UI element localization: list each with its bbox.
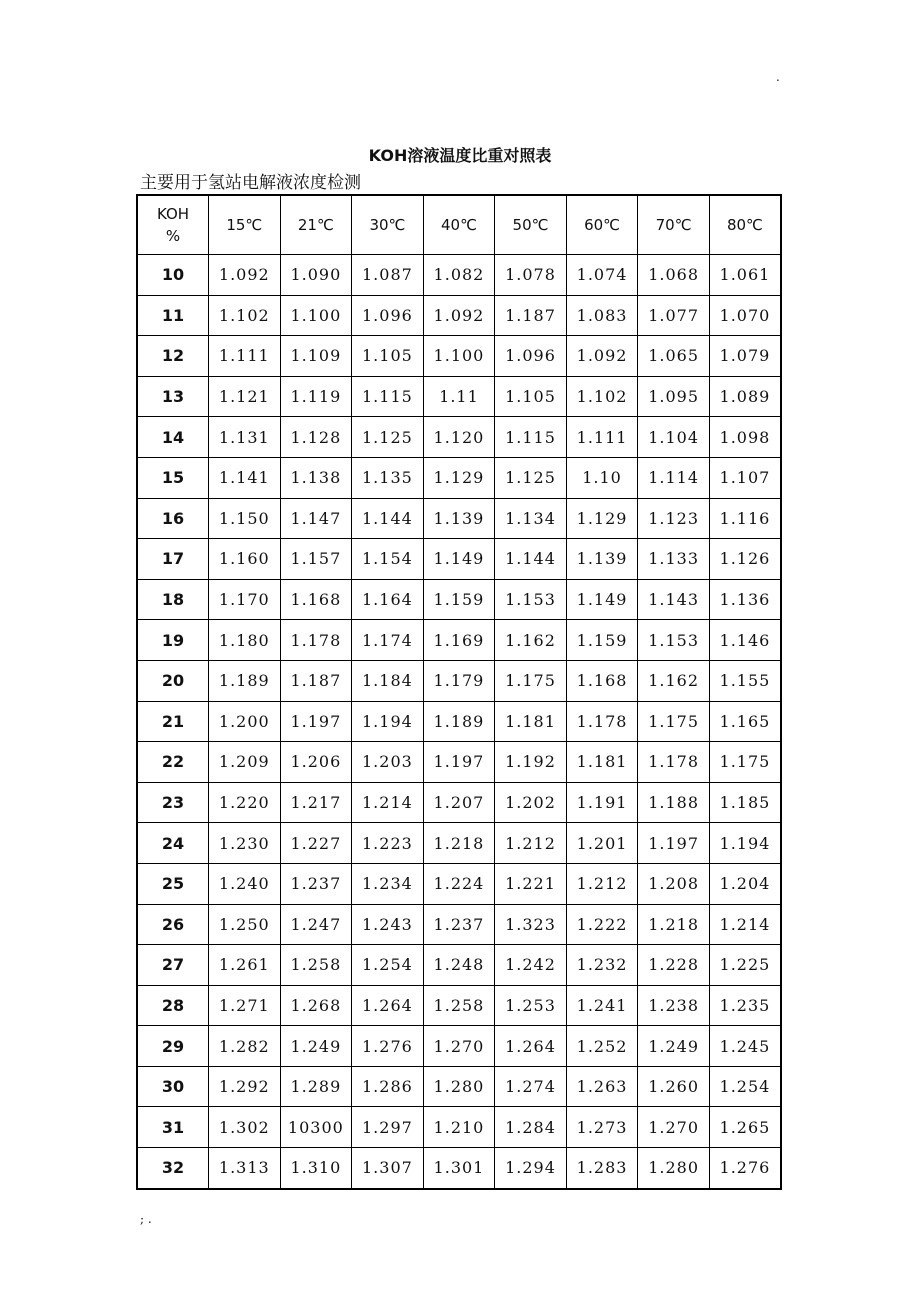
koh-percent-cell: 11 bbox=[137, 295, 209, 336]
density-cell: 1.254 bbox=[709, 1066, 781, 1107]
header-koh-label: KOH bbox=[156, 205, 190, 223]
density-cell: 1.159 bbox=[423, 579, 495, 620]
koh-percent-cell: 32 bbox=[137, 1148, 209, 1189]
density-cell: 1.237 bbox=[280, 863, 352, 904]
density-cell: 1.107 bbox=[709, 457, 781, 498]
density-cell: 1.245 bbox=[709, 1026, 781, 1067]
table-row bbox=[137, 742, 781, 783]
density-cell: 1.286 bbox=[352, 1066, 424, 1107]
density-cell: 1.310 bbox=[280, 1148, 352, 1189]
density-cell: 1.250 bbox=[209, 904, 281, 945]
density-cell: 1.194 bbox=[352, 701, 424, 742]
density-cell: 1.11 bbox=[423, 376, 495, 417]
density-cell: 1.078 bbox=[495, 255, 567, 296]
density-cell: 1.175 bbox=[709, 742, 781, 783]
koh-percent-cell: 29 bbox=[137, 1026, 209, 1067]
density-cell: 1.189 bbox=[423, 701, 495, 742]
density-cell: 1.096 bbox=[352, 295, 424, 336]
density-cell: 1.289 bbox=[280, 1066, 352, 1107]
density-cell: 1.149 bbox=[566, 579, 638, 620]
table-row bbox=[137, 336, 781, 377]
density-cell: 1.143 bbox=[638, 579, 710, 620]
density-cell: 1.218 bbox=[638, 904, 710, 945]
koh-percent-cell: 14 bbox=[137, 417, 209, 458]
density-cell: 1.149 bbox=[423, 539, 495, 580]
density-cell: 1.150 bbox=[209, 498, 281, 539]
density-cell: 1.153 bbox=[495, 579, 567, 620]
density-cell: 1.162 bbox=[495, 620, 567, 661]
table-body bbox=[137, 255, 781, 1189]
density-cell: 1.271 bbox=[209, 985, 281, 1026]
density-cell: 1.089 bbox=[709, 376, 781, 417]
koh-percent-cell: 22 bbox=[137, 742, 209, 783]
density-cell: 1.092 bbox=[566, 336, 638, 377]
density-cell: 1.222 bbox=[566, 904, 638, 945]
density-cell: 1.208 bbox=[638, 863, 710, 904]
density-cell: 1.175 bbox=[495, 660, 567, 701]
density-cell: 1.121 bbox=[209, 376, 281, 417]
header-temperature: 30℃ bbox=[352, 195, 424, 255]
table-row bbox=[137, 660, 781, 701]
koh-percent-cell: 12 bbox=[137, 336, 209, 377]
density-cell: 1.138 bbox=[280, 457, 352, 498]
density-cell: 1.105 bbox=[495, 376, 567, 417]
koh-percent-cell: 21 bbox=[137, 701, 209, 742]
density-cell: 1.273 bbox=[566, 1107, 638, 1148]
density-cell: 1.274 bbox=[495, 1066, 567, 1107]
density-cell: 1.261 bbox=[209, 945, 281, 986]
density-cell: 1.223 bbox=[352, 823, 424, 864]
density-cell: 1.258 bbox=[423, 985, 495, 1026]
density-cell: 1.283 bbox=[566, 1148, 638, 1189]
density-cell: 1.217 bbox=[280, 782, 352, 823]
density-cell: 1.241 bbox=[566, 985, 638, 1026]
density-cell: 1.294 bbox=[495, 1148, 567, 1189]
table-header bbox=[137, 195, 781, 255]
density-cell: 1.082 bbox=[423, 255, 495, 296]
density-cell: 1.100 bbox=[280, 295, 352, 336]
density-cell: 1.181 bbox=[495, 701, 567, 742]
koh-percent-cell: 15 bbox=[137, 457, 209, 498]
density-cell: 1.126 bbox=[709, 539, 781, 580]
density-cell: 1.238 bbox=[638, 985, 710, 1026]
density-cell: 1.116 bbox=[709, 498, 781, 539]
density-cell: 1.323 bbox=[495, 904, 567, 945]
density-cell: 1.254 bbox=[352, 945, 424, 986]
koh-percent-cell: 13 bbox=[137, 376, 209, 417]
koh-percent-cell: 17 bbox=[137, 539, 209, 580]
density-cell: 1.083 bbox=[566, 295, 638, 336]
koh-percent-cell: 25 bbox=[137, 863, 209, 904]
koh-percent-cell: 20 bbox=[137, 660, 209, 701]
density-cell: 1.135 bbox=[352, 457, 424, 498]
density-cell: 1.131 bbox=[209, 417, 281, 458]
density-cell: 1.160 bbox=[209, 539, 281, 580]
table-row bbox=[137, 498, 781, 539]
density-cell: 1.155 bbox=[709, 660, 781, 701]
header-temperature: 60℃ bbox=[566, 195, 638, 255]
table-row bbox=[137, 985, 781, 1026]
density-cell: 1.252 bbox=[566, 1026, 638, 1067]
density-cell: 1.280 bbox=[423, 1066, 495, 1107]
table-row bbox=[137, 457, 781, 498]
density-cell: 1.096 bbox=[495, 336, 567, 377]
density-cell: 1.220 bbox=[209, 782, 281, 823]
density-cell: 1.187 bbox=[280, 660, 352, 701]
density-cell: 1.221 bbox=[495, 863, 567, 904]
density-cell: 1.168 bbox=[280, 579, 352, 620]
koh-percent-cell: 19 bbox=[137, 620, 209, 661]
density-cell: 1.105 bbox=[352, 336, 424, 377]
density-cell: 1.203 bbox=[352, 742, 424, 783]
koh-percent-cell: 24 bbox=[137, 823, 209, 864]
density-cell: 1.164 bbox=[352, 579, 424, 620]
koh-percent-cell: 18 bbox=[137, 579, 209, 620]
koh-percent-cell: 10 bbox=[137, 255, 209, 296]
density-cell: 1.098 bbox=[709, 417, 781, 458]
density-cell: 1.087 bbox=[352, 255, 424, 296]
density-cell: 1.114 bbox=[638, 457, 710, 498]
density-cell: 1.253 bbox=[495, 985, 567, 1026]
density-cell: 1.165 bbox=[709, 701, 781, 742]
table-row bbox=[137, 904, 781, 945]
density-cell: 1.179 bbox=[423, 660, 495, 701]
density-cell: 1.178 bbox=[566, 701, 638, 742]
density-cell: 1.249 bbox=[638, 1026, 710, 1067]
density-cell: 1.206 bbox=[280, 742, 352, 783]
density-cell: 1.090 bbox=[280, 255, 352, 296]
density-cell: 1.120 bbox=[423, 417, 495, 458]
density-cell: 1.157 bbox=[280, 539, 352, 580]
density-cell: 1.175 bbox=[638, 701, 710, 742]
density-cell: 1.307 bbox=[352, 1148, 424, 1189]
density-cell: 1.192 bbox=[495, 742, 567, 783]
density-cell: 1.237 bbox=[423, 904, 495, 945]
density-cell: 1.134 bbox=[495, 498, 567, 539]
density-cell: 1.224 bbox=[423, 863, 495, 904]
table-row bbox=[137, 539, 781, 580]
density-cell: 1.159 bbox=[566, 620, 638, 661]
density-cell: 1.260 bbox=[638, 1066, 710, 1107]
table-row bbox=[137, 620, 781, 661]
header-temperature: 80℃ bbox=[709, 195, 781, 255]
density-cell: 1.209 bbox=[209, 742, 281, 783]
density-cell: 1.264 bbox=[352, 985, 424, 1026]
footer-mark: ; . bbox=[140, 1212, 152, 1226]
table-row bbox=[137, 1026, 781, 1067]
density-cell: 1.265 bbox=[709, 1107, 781, 1148]
density-cell: 1.194 bbox=[709, 823, 781, 864]
koh-percent-cell: 27 bbox=[137, 945, 209, 986]
header-percent-label: % bbox=[165, 227, 181, 245]
density-cell: 1.185 bbox=[709, 782, 781, 823]
header-temperature: 21℃ bbox=[280, 195, 352, 255]
table-row bbox=[137, 1107, 781, 1148]
density-cell: 10300 bbox=[280, 1107, 352, 1148]
density-cell: 1.188 bbox=[638, 782, 710, 823]
density-cell: 1.191 bbox=[566, 782, 638, 823]
density-cell: 1.102 bbox=[209, 295, 281, 336]
density-cell: 1.292 bbox=[209, 1066, 281, 1107]
density-cell: 1.247 bbox=[280, 904, 352, 945]
corner-mark: . bbox=[776, 70, 780, 84]
density-cell: 1.210 bbox=[423, 1107, 495, 1148]
density-cell: 1.125 bbox=[495, 457, 567, 498]
density-cell: 1.268 bbox=[280, 985, 352, 1026]
density-cell: 1.280 bbox=[638, 1148, 710, 1189]
density-cell: 1.109 bbox=[280, 336, 352, 377]
density-cell: 1.170 bbox=[209, 579, 281, 620]
koh-percent-cell: 23 bbox=[137, 782, 209, 823]
table-row bbox=[137, 1148, 781, 1189]
density-cell: 1.123 bbox=[638, 498, 710, 539]
table-row bbox=[137, 863, 781, 904]
density-cell: 1.214 bbox=[352, 782, 424, 823]
table-row bbox=[137, 782, 781, 823]
table-row bbox=[137, 376, 781, 417]
density-cell: 1.139 bbox=[566, 539, 638, 580]
density-cell: 1.276 bbox=[352, 1026, 424, 1067]
header-temperature: 70℃ bbox=[638, 195, 710, 255]
table-row bbox=[137, 945, 781, 986]
density-cell: 1.230 bbox=[209, 823, 281, 864]
header-row bbox=[137, 195, 781, 255]
density-cell: 1.302 bbox=[209, 1107, 281, 1148]
density-cell: 1.169 bbox=[423, 620, 495, 661]
density-cell: 1.242 bbox=[495, 945, 567, 986]
density-cell: 1.077 bbox=[638, 295, 710, 336]
density-cell: 1.189 bbox=[209, 660, 281, 701]
density-cell: 1.102 bbox=[566, 376, 638, 417]
density-cell: 1.125 bbox=[352, 417, 424, 458]
density-cell: 1.129 bbox=[566, 498, 638, 539]
koh-percent-cell: 26 bbox=[137, 904, 209, 945]
density-cell: 1.214 bbox=[709, 904, 781, 945]
density-cell: 1.095 bbox=[638, 376, 710, 417]
density-cell: 1.079 bbox=[709, 336, 781, 377]
density-cell: 1.249 bbox=[280, 1026, 352, 1067]
density-cell: 1.284 bbox=[495, 1107, 567, 1148]
density-cell: 1.212 bbox=[495, 823, 567, 864]
table-row bbox=[137, 295, 781, 336]
density-cell: 1.111 bbox=[566, 417, 638, 458]
density-cell: 1.204 bbox=[709, 863, 781, 904]
density-cell: 1.119 bbox=[280, 376, 352, 417]
density-cell: 1.061 bbox=[709, 255, 781, 296]
density-cell: 1.136 bbox=[709, 579, 781, 620]
koh-density-table bbox=[136, 194, 782, 1190]
density-cell: 1.207 bbox=[423, 782, 495, 823]
density-cell: 1.153 bbox=[638, 620, 710, 661]
table-row bbox=[137, 579, 781, 620]
density-cell: 1.228 bbox=[638, 945, 710, 986]
density-cell: 1.248 bbox=[423, 945, 495, 986]
table-row bbox=[137, 1066, 781, 1107]
density-cell: 1.218 bbox=[423, 823, 495, 864]
density-cell: 1.240 bbox=[209, 863, 281, 904]
density-cell: 1.197 bbox=[280, 701, 352, 742]
density-cell: 1.227 bbox=[280, 823, 352, 864]
density-cell: 1.178 bbox=[280, 620, 352, 661]
page-title: KOH溶液温度比重对照表 bbox=[368, 146, 552, 165]
density-cell: 1.225 bbox=[709, 945, 781, 986]
density-cell: 1.197 bbox=[638, 823, 710, 864]
density-cell: 1.068 bbox=[638, 255, 710, 296]
header-temperature: 15℃ bbox=[209, 195, 281, 255]
density-cell: 1.264 bbox=[495, 1026, 567, 1067]
density-cell: 1.212 bbox=[566, 863, 638, 904]
density-cell: 1.100 bbox=[423, 336, 495, 377]
density-cell: 1.181 bbox=[566, 742, 638, 783]
density-cell: 1.115 bbox=[352, 376, 424, 417]
density-cell: 1.162 bbox=[638, 660, 710, 701]
density-cell: 1.232 bbox=[566, 945, 638, 986]
density-cell: 1.092 bbox=[209, 255, 281, 296]
density-cell: 1.092 bbox=[423, 295, 495, 336]
density-cell: 1.144 bbox=[352, 498, 424, 539]
header-temperature: 50℃ bbox=[495, 195, 567, 255]
density-cell: 1.263 bbox=[566, 1066, 638, 1107]
density-cell: 1.200 bbox=[209, 701, 281, 742]
density-cell: 1.258 bbox=[280, 945, 352, 986]
density-cell: 1.184 bbox=[352, 660, 424, 701]
koh-percent-cell: 16 bbox=[137, 498, 209, 539]
table-row bbox=[137, 417, 781, 458]
density-cell: 1.276 bbox=[709, 1148, 781, 1189]
density-cell: 1.139 bbox=[423, 498, 495, 539]
density-cell: 1.104 bbox=[638, 417, 710, 458]
density-cell: 1.10 bbox=[566, 457, 638, 498]
density-cell: 1.146 bbox=[709, 620, 781, 661]
density-cell: 1.147 bbox=[280, 498, 352, 539]
density-cell: 1.243 bbox=[352, 904, 424, 945]
koh-percent-cell: 28 bbox=[137, 985, 209, 1026]
density-cell: 1.154 bbox=[352, 539, 424, 580]
density-cell: 1.270 bbox=[423, 1026, 495, 1067]
density-cell: 1.270 bbox=[638, 1107, 710, 1148]
density-cell: 1.187 bbox=[495, 295, 567, 336]
density-cell: 1.174 bbox=[352, 620, 424, 661]
density-cell: 1.115 bbox=[495, 417, 567, 458]
density-cell: 1.133 bbox=[638, 539, 710, 580]
density-cell: 1.168 bbox=[566, 660, 638, 701]
density-cell: 1.235 bbox=[709, 985, 781, 1026]
density-cell: 1.180 bbox=[209, 620, 281, 661]
density-cell: 1.202 bbox=[495, 782, 567, 823]
header-koh-percent bbox=[137, 195, 209, 255]
density-cell: 1.178 bbox=[638, 742, 710, 783]
page-subtitle: 主要用于氢站电解液浓度检测 bbox=[140, 173, 361, 193]
density-cell: 1.201 bbox=[566, 823, 638, 864]
density-cell: 1.128 bbox=[280, 417, 352, 458]
koh-percent-cell: 30 bbox=[137, 1066, 209, 1107]
density-cell: 1.313 bbox=[209, 1148, 281, 1189]
density-cell: 1.074 bbox=[566, 255, 638, 296]
density-cell: 1.144 bbox=[495, 539, 567, 580]
table-row bbox=[137, 701, 781, 742]
density-cell: 1.301 bbox=[423, 1148, 495, 1189]
density-cell: 1.111 bbox=[209, 336, 281, 377]
density-cell: 1.129 bbox=[423, 457, 495, 498]
header-temperature: 40℃ bbox=[423, 195, 495, 255]
density-cell: 1.070 bbox=[709, 295, 781, 336]
density-cell: 1.234 bbox=[352, 863, 424, 904]
table-row bbox=[137, 255, 781, 296]
density-cell: 1.141 bbox=[209, 457, 281, 498]
density-cell: 1.197 bbox=[423, 742, 495, 783]
density-cell: 1.065 bbox=[638, 336, 710, 377]
table-row bbox=[137, 823, 781, 864]
density-cell: 1.297 bbox=[352, 1107, 424, 1148]
density-cell: 1.282 bbox=[209, 1026, 281, 1067]
koh-percent-cell: 31 bbox=[137, 1107, 209, 1148]
